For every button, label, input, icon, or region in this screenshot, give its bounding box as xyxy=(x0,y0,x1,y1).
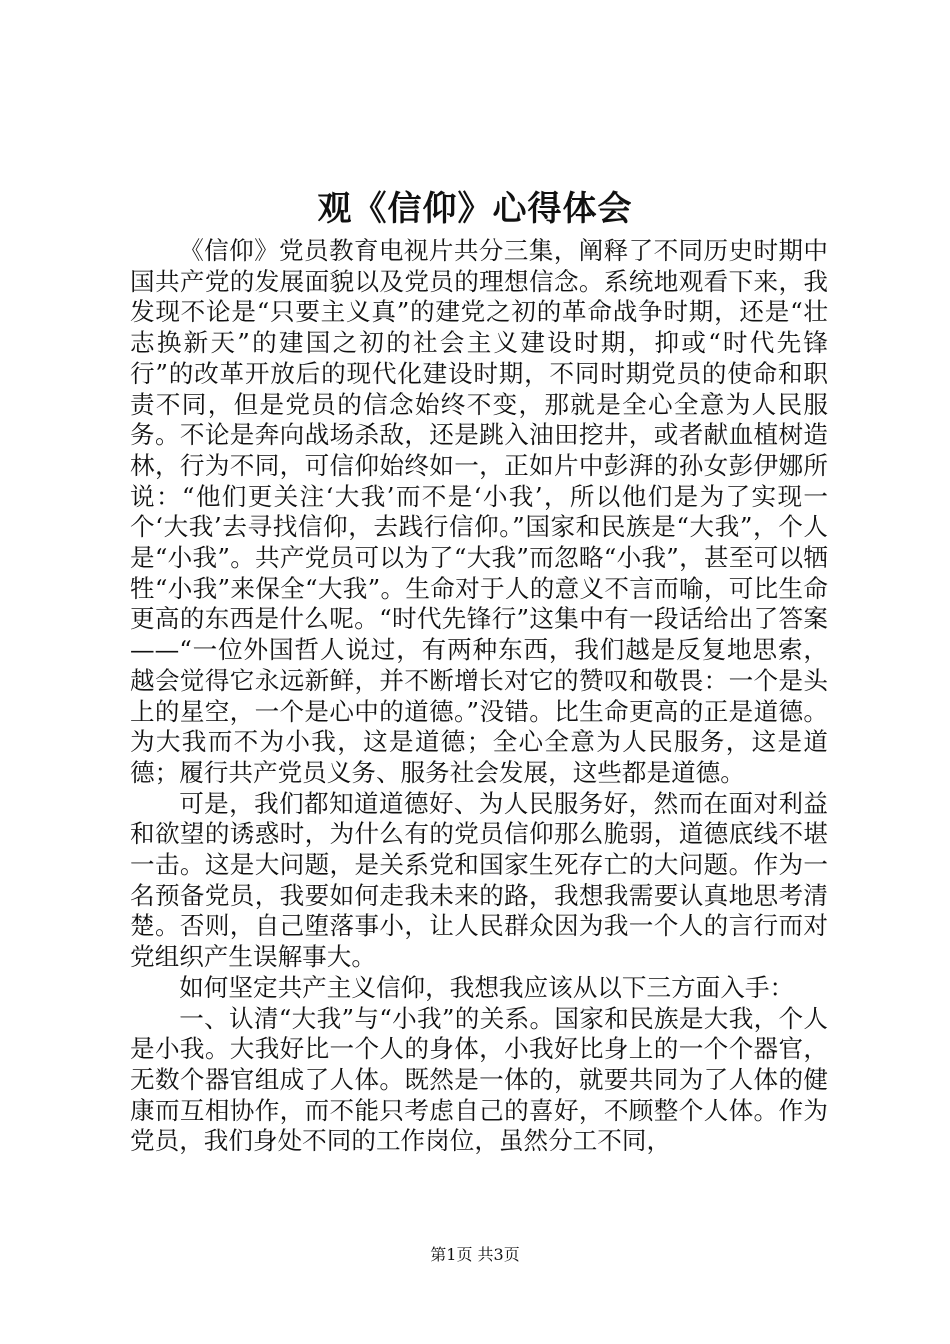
paragraph: 可是，我们都知道道德好、为人民服务好，然而在面对利益和欲望的诱惑时，为什么有的党员信仰那么脆弱，道德底线不堪一击。这是大问题，是关系党和国家生死存亡的大问题。作为一名预备党员，我要如何走我未来的路，我想我需要认真地思考清楚。否则，自己堕落事小，让人民群众因为我一个人的言行而对党组织产生误解事大。 xyxy=(130,788,828,972)
document-body xyxy=(130,236,828,1157)
page-title: 观《信仰》心得体会 xyxy=(317,189,633,229)
paragraph: 《信仰》党员教育电视片共分三集，阐释了不同历史时期中国共产党的发展面貌以及党员的理想信念。系统地观看下来，我发现不论是“只要主义真”的建党之初的革命战争时期，还是“壮志换新天”的建国之初的社会主义建设时期，抑或“时代先锋行”的改革开放后的现代化建设时期，不同时期党员的使命和职责不同，但是党员的信念始终不变，那就是全心全意为人民服务。不论是奔向战场杀敌，还是跳入油田挖井，或者献血植树造林，行为不同，可信仰始终如一，正如片中彭湃的孙女彭伊娜所说：“他们更关注‘大我’而不是‘小我’，所以他们是为了实现一个‘大我’去寻找信仰，去践行信仰。”国家和民族是“大我”，个人是“小我”。共产党员可以为了“大我”而忽略“小我”，甚至可以牺牲“小我”来保全“大我”。生命对于人的意义不言而喻，可比生命更高的东西是什么呢。“时代先锋行”这集中有一段话给出了答案——“一位外国哲人说过，有两种东西，我们越是反复地思索，越会觉得它永远新鲜，并不断增长对它的赞叹和敬畏：一个是头上的星空，一个是心中的道德。”没错。比生命更高的正是道德。为大我而不为小我，这是道德；全心全意为人民服务，这是道德；履行共产党员义务、服务社会发展，这些都是道德。 xyxy=(130,236,828,787)
paragraph: 如何坚定共产主义信仰，我想我应该从以下三方面入手： xyxy=(179,972,795,1002)
page-footer: 第1页 共3页 xyxy=(430,1245,520,1264)
paragraph: 一、认清“大我”与“小我”的关系。国家和民族是大我，个人是小我。大我好比一个人的身体，小我好比身上的一个个器官，无数个器官组成了人体。既然是一体的，就要共同为了人体的健康而互相协作，而不能只考虑自己的喜好，不顾整个人体。作为党员，我们身处不同的工作岗位，虽然分工不同， xyxy=(130,1003,828,1156)
